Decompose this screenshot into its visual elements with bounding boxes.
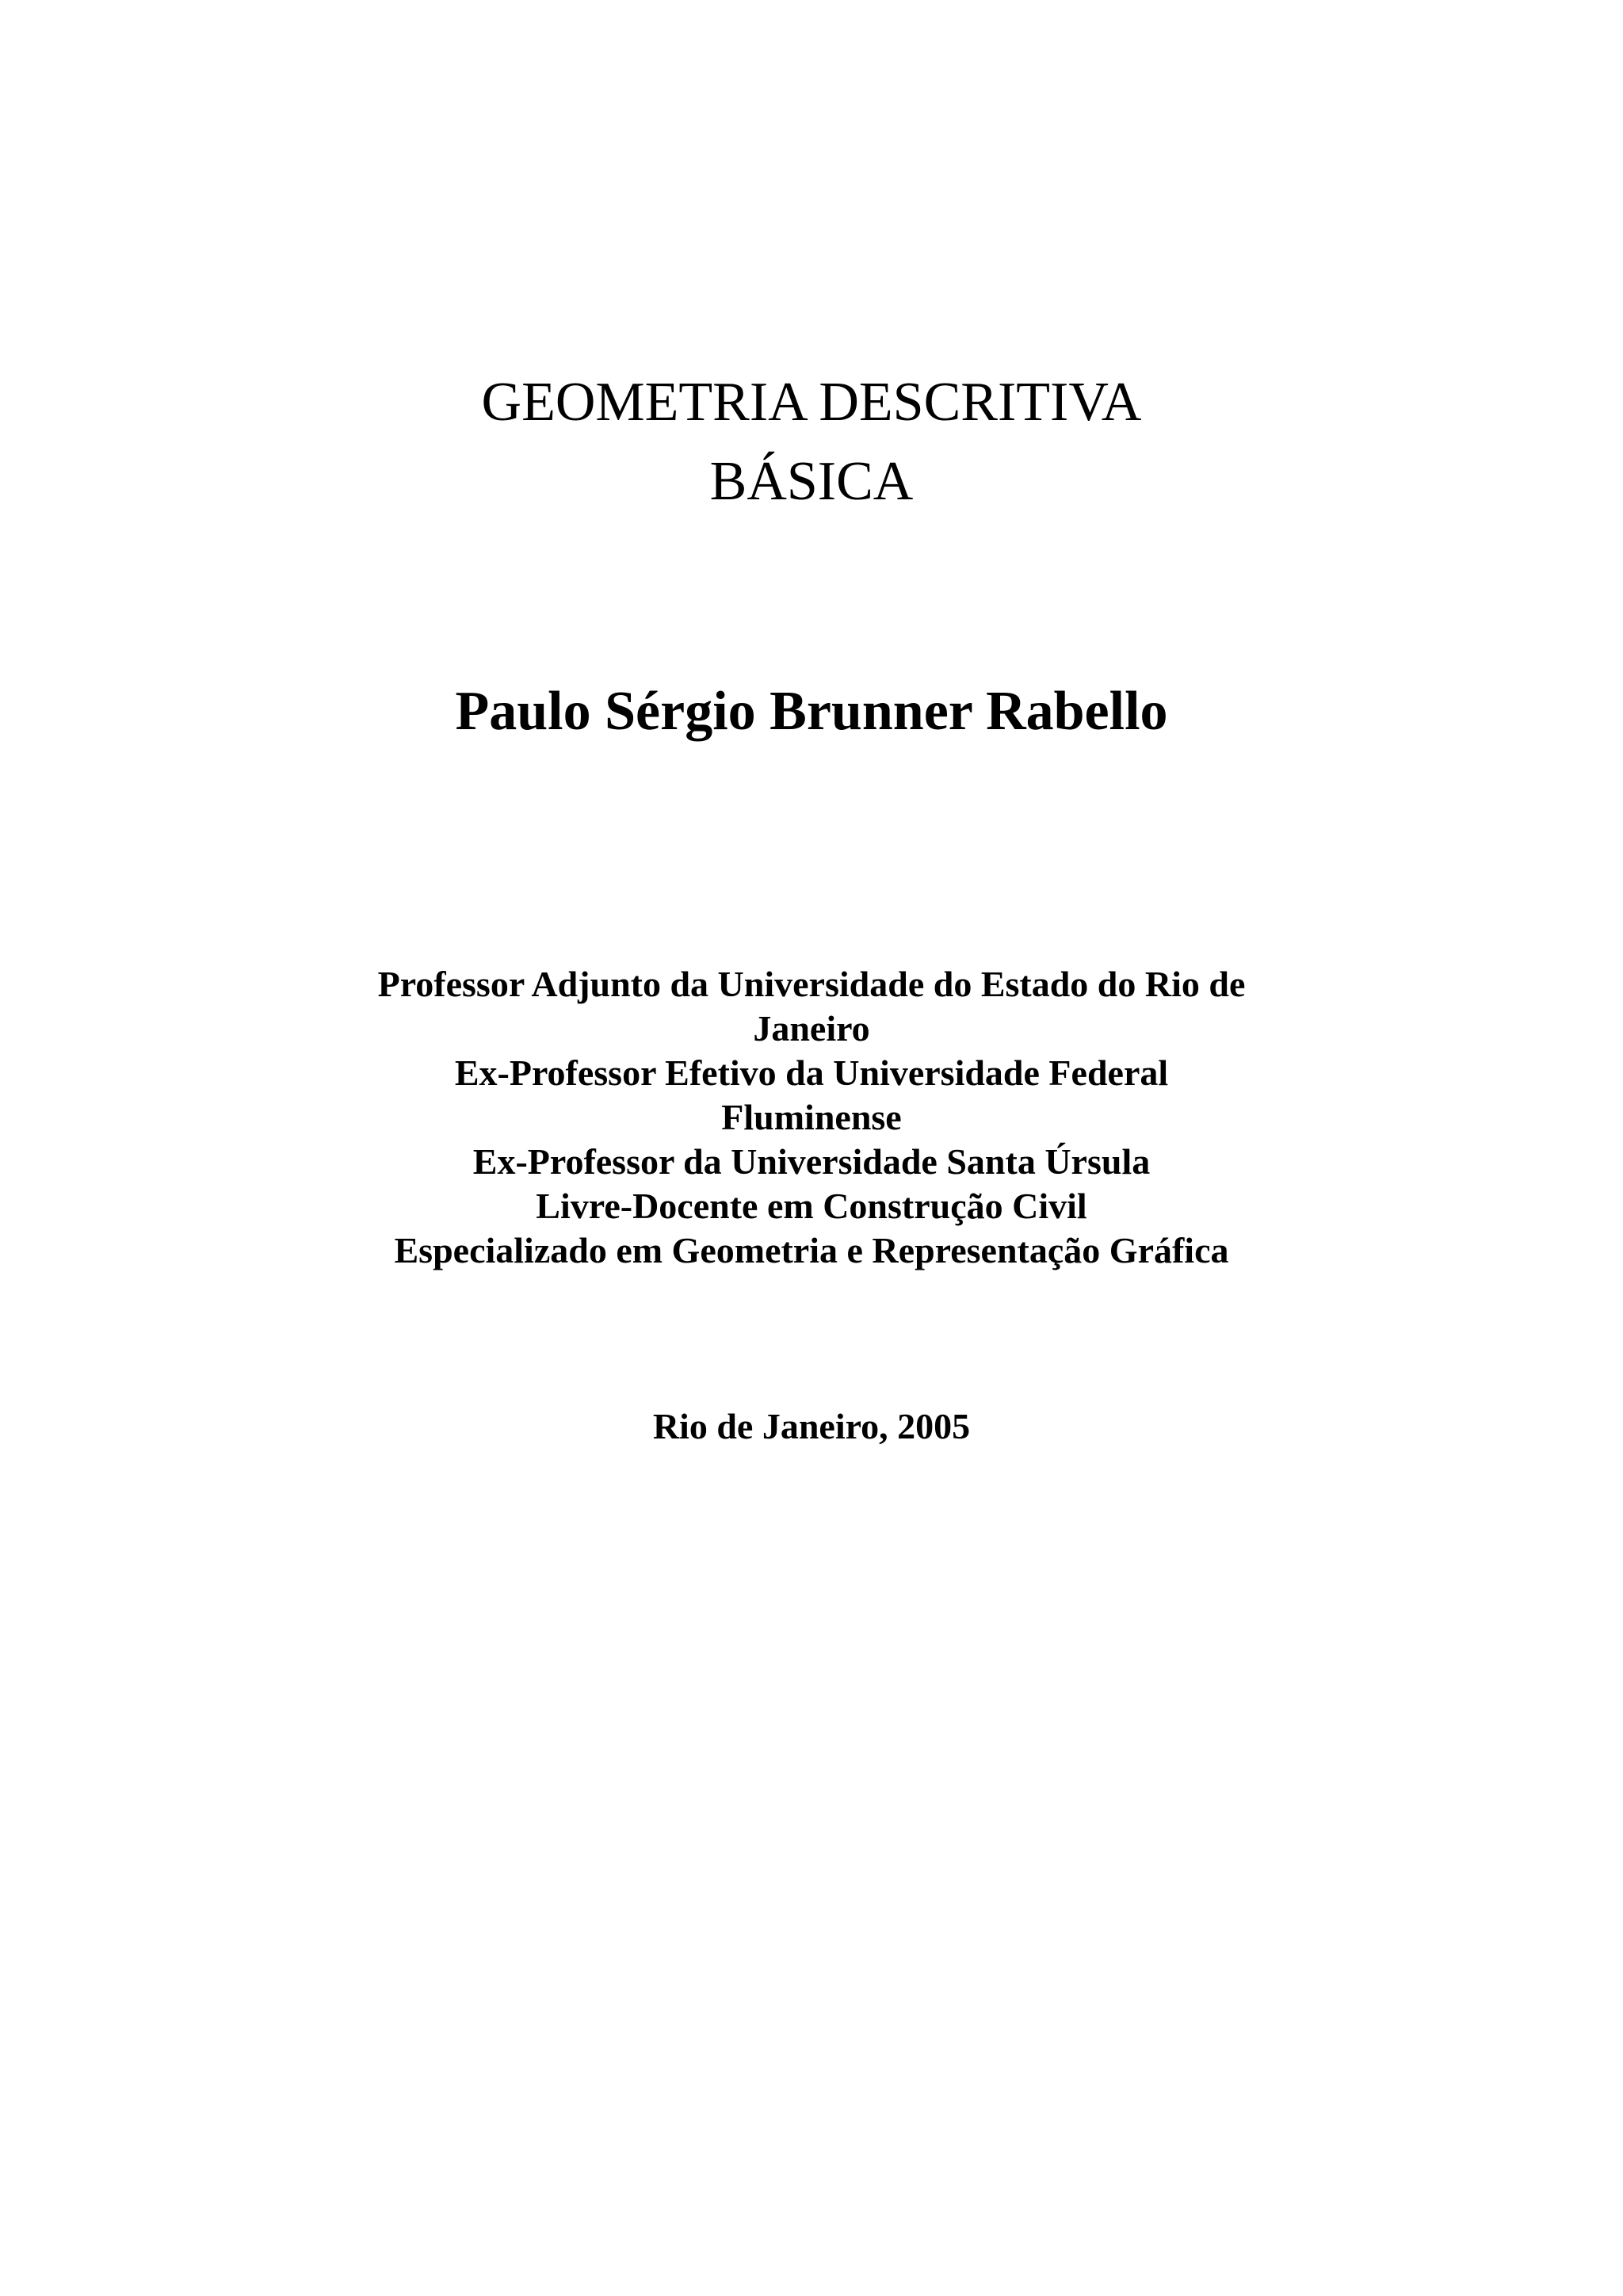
book-title-line: BÁSICA	[709, 451, 914, 512]
credential-line: Ex-Professor da Universidade Santa Úrsula	[472, 1141, 1151, 1182]
author-credentials	[0, 962, 1623, 1273]
credential-line: Professor Adjunto da Universidade do Estado do Rio de	[377, 964, 1246, 1004]
credential-line: Janeiro	[753, 1008, 870, 1049]
credential-line: Livre-Docente em Construção Civil	[536, 1186, 1087, 1226]
credential-line: Ex-Professor Efetivo da Universidade Federal	[454, 1052, 1169, 1093]
book-title-line: GEOMETRIA DESCRITIVA	[481, 372, 1142, 433]
book-title	[0, 363, 1623, 521]
author-name: Paulo Sérgio Brunner Rabello	[455, 681, 1168, 742]
place-and-date: Rio de Janeiro, 2005	[652, 1406, 971, 1446]
credential-line: Fluminense	[721, 1097, 902, 1137]
credential-line: Especializado em Geometria e Representação Gráfica	[394, 1230, 1229, 1270]
